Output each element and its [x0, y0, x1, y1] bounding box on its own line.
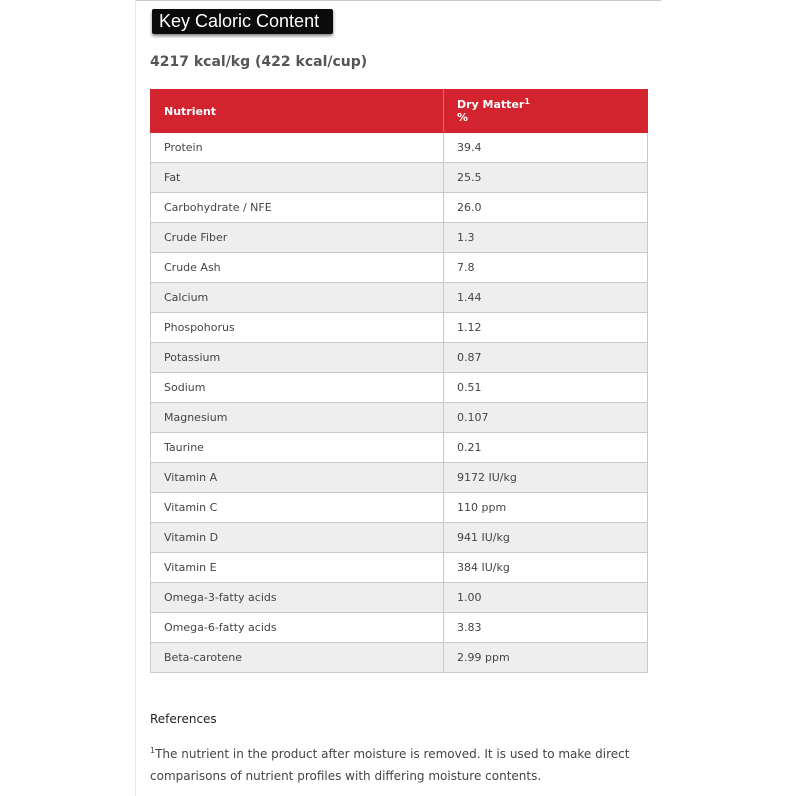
nutrient-name-cell: Vitamin C [151, 493, 444, 523]
nutrient-name-cell: Taurine [151, 433, 444, 463]
dry-matter-value-cell: 7.8 [444, 253, 648, 283]
table-row [151, 553, 648, 583]
nutrient-table [150, 89, 648, 673]
table-row [151, 583, 648, 613]
caloric-content-value: 4217 kcal/kg (422 kcal/cup) [150, 54, 368, 70]
table-row [151, 163, 648, 193]
dry-matter-value-cell: 941 IU/kg [444, 523, 648, 553]
table-header-row [151, 90, 648, 133]
table-row [151, 613, 648, 643]
dry-matter-value-cell: 384 IU/kg [444, 553, 648, 583]
footnote-text: The nutrient in the product after moisture is removed. It is used to make direct comparisons of nutrient profiles with differing moisture contents. [150, 747, 630, 783]
nutrient-name-cell: Protein [151, 133, 444, 163]
nutrient-name-cell: Potassium [151, 343, 444, 373]
column-header-nutrient: Nutrient [151, 90, 444, 133]
table-row [151, 463, 648, 493]
references-footnote [150, 743, 630, 787]
nutrient-name-cell: Vitamin A [151, 463, 444, 493]
nutrient-name-cell: Carbohydrate / NFE [151, 193, 444, 223]
nutrient-name-cell: Crude Ash [151, 253, 444, 283]
nutrient-name-cell: Fat [151, 163, 444, 193]
table-row [151, 403, 648, 433]
table-row [151, 133, 648, 163]
nutrient-name-cell: Crude Fiber [151, 223, 444, 253]
content-left-border [135, 0, 136, 796]
table-row [151, 433, 648, 463]
table-row [151, 523, 648, 553]
dry-matter-value-cell: 25.5 [444, 163, 648, 193]
dry-matter-value-cell: 1.12 [444, 313, 648, 343]
nutrient-name-cell: Calcium [151, 283, 444, 313]
table-row [151, 193, 648, 223]
dry-matter-value-cell: 9172 IU/kg [444, 463, 648, 493]
section-title-badge: Key Caloric Content [152, 9, 333, 34]
dry-matter-value-cell: 0.21 [444, 433, 648, 463]
dry-matter-value-cell: 1.3 [444, 223, 648, 253]
nutrient-name-cell: Vitamin D [151, 523, 444, 553]
nutrient-name-cell: Magnesium [151, 403, 444, 433]
table-body [151, 133, 648, 673]
dry-matter-label: Dry Matter [457, 98, 525, 111]
dry-matter-value-cell: 39.4 [444, 133, 648, 163]
table-row [151, 493, 648, 523]
nutrient-name-cell: Vitamin E [151, 553, 444, 583]
references-title: References [150, 712, 217, 726]
table-row [151, 373, 648, 403]
dry-matter-value-cell: 0.87 [444, 343, 648, 373]
nutrient-name-cell: Beta-carotene [151, 643, 444, 673]
table-row [151, 223, 648, 253]
dry-matter-value-cell: 0.51 [444, 373, 648, 403]
table-row [151, 643, 648, 673]
dry-matter-value-cell: 0.107 [444, 403, 648, 433]
table-row [151, 253, 648, 283]
dry-matter-value-cell: 1.44 [444, 283, 648, 313]
table-row [151, 313, 648, 343]
nutrient-name-cell: Omega-6-fatty acids [151, 613, 444, 643]
table-row [151, 343, 648, 373]
dry-matter-footnote-marker: 1 [524, 97, 530, 106]
dry-matter-value-cell: 26.0 [444, 193, 648, 223]
dry-matter-value-cell: 1.00 [444, 583, 648, 613]
column-header-dry-matter [444, 90, 648, 133]
dry-matter-value-cell: 110 ppm [444, 493, 648, 523]
nutrient-name-cell: Omega-3-fatty acids [151, 583, 444, 613]
table-row [151, 283, 648, 313]
dry-matter-value-cell: 3.83 [444, 613, 648, 643]
footnote-marker: 1 [150, 746, 156, 755]
nutrient-name-cell: Sodium [151, 373, 444, 403]
nutrient-name-cell: Phospohorus [151, 313, 444, 343]
top-divider [135, 0, 661, 1]
dry-matter-value-cell: 2.99 ppm [444, 643, 648, 673]
dry-matter-unit: % [457, 111, 469, 124]
